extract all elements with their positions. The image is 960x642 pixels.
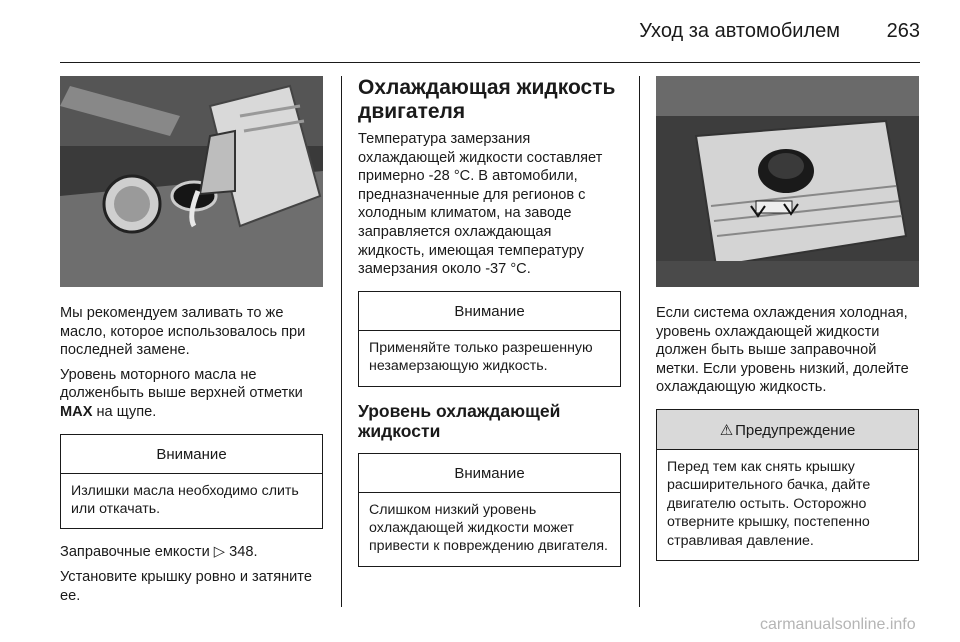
triangle-right-icon: ▷ [213, 544, 226, 561]
notice-box [358, 453, 621, 567]
notice-heading: Внимание [359, 454, 620, 493]
notice-heading: Внимание [359, 292, 620, 331]
notice-body: Слишком низкий уровень охлаждающей жидкости может привести к повреждению двигателя. [369, 501, 608, 555]
column-divider [639, 76, 640, 607]
warning-heading: ⚠ Предупреждение [657, 410, 918, 450]
warning-triangle-icon: ⚠ [719, 421, 734, 439]
paragraph-coolant-level: Если система охлаждения холодная, уровень охлаждающей жидкости должен быть выше заправочной метки. Если уровень низкий, долейте охлаждающую жидкость. [656, 305, 909, 396]
notice-box [60, 434, 323, 530]
paragraph-oil-recommend: Мы рекомендуем заливать то же масло, которое использовалось при последней замене. [60, 305, 306, 359]
column-middle [358, 76, 621, 567]
page-title: Уход за автомобилем [639, 20, 840, 42]
section-title-coolant: Охлаждающая жидкость двигателя [358, 76, 616, 123]
page-reference[interactable]: 348. [229, 544, 258, 561]
header-rule [60, 62, 920, 63]
notice-box [358, 291, 621, 387]
paragraph-oil-level: Уровень моторного масла не долженбыть выше верхней отметки MAX на щупе. [60, 366, 303, 420]
warning-body: Перед тем как снять крышку расширительного бачка, дайте двигателю остыть. Осторожно отверните крышку, постепенно стравливая давление. [667, 458, 871, 549]
page-header [0, 0, 960, 64]
page-number: 263 [886, 20, 920, 42]
notice-heading: Внимание [61, 435, 322, 474]
coolant-tank-photo [656, 76, 919, 287]
column-divider [341, 76, 342, 607]
notice-body: Излишки масла необходимо слить или откачать. [71, 482, 299, 517]
paragraph-capacities: Заправочные емкости ▷ 348. [60, 544, 258, 561]
section-subtitle-coolant-level: Уровень охлаждающей жидкости [358, 400, 561, 441]
warning-box [656, 409, 919, 561]
watermark: carmanualsonline.info [760, 616, 916, 633]
oil-filling-photo [60, 76, 323, 287]
paragraph-cap-install: Установите крышку ровно и затяните ее. [60, 568, 312, 604]
notice-body: Применяйте только разрешенную незамерзающую жидкость. [369, 339, 593, 375]
paragraph-coolant-freeze: Температура замерзания охлаждающей жидкости составляет примерно -28 °C. В автомобили, предназначенные для регионов с холодным климатом, на заводе заправляется охлаждающая жидкость, имеющая температуру замерзания около -37 °C. [358, 131, 603, 278]
max-label: MAX [60, 403, 93, 420]
column-left [60, 76, 323, 605]
column-right [656, 76, 919, 561]
